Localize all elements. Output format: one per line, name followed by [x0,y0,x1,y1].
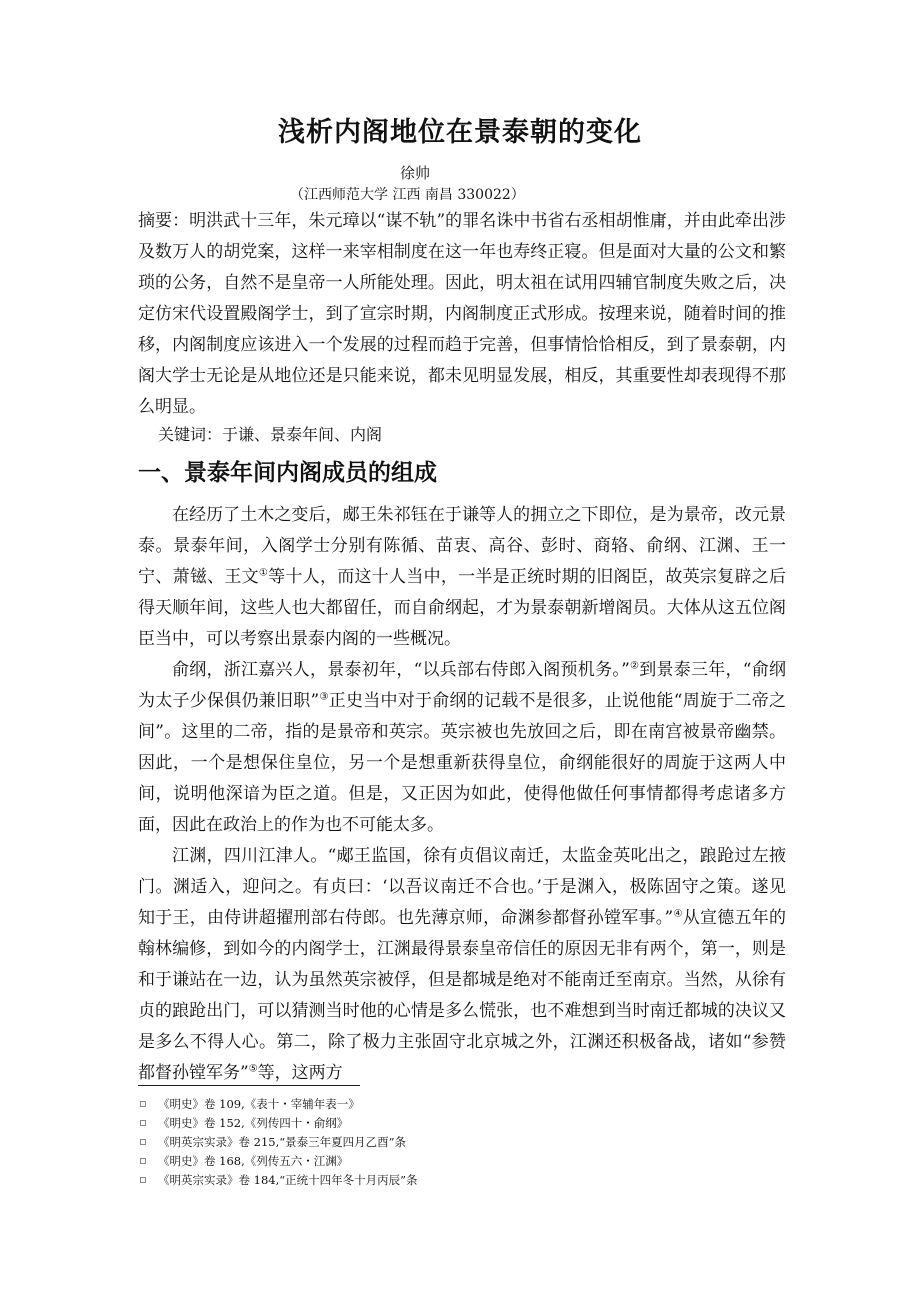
paragraph-text: 从宣德五年的翰林编修，到如今的内阁学士，江渊最得景泰皇帝信任的原因无非有两个，第一，则是和于谦站在一边，认为虽然英宗被俘，但是都城是绝对不能南迁至南京。当然，从徐有贞的踉跄出门，可以猜测当时他的心情是多么慌张，也不难想到当时南迁都城的决议又是多么不得人心。第二，除了极力主张固守北京城之外，江渊还积极备战，诸如“参赞都督孙镗军务” [138,908,786,1083]
paragraph-text: 江渊，四川江津人。“郕王监国，徐有贞倡议南迁，太监金英叱出之，踉跄过左掖门。渊适入，迎问之。有贞曰：‘以吾议南迁不合也。’于是渊入，极陈固守之策。遂见知于王，由侍讲超擢刑部右侍郎。也先薄京师，命渊参都督孙镗军事。” [138,846,786,928]
paragraph-text: 到景泰三年，“俞纲为太子少保俱仍兼旧职” [138,660,786,711]
paragraph-text: 等十人，而这十人当中，一半是正统时期的旧阁臣，故英宗复辟之后得天顺年间，这些人也大都留任，而自俞纲起，才为景泰朝新增阁员。大体从这五位阁臣当中，可以考察出景泰内阁的一些概况。 [138,567,787,649]
footnote-marker-icon [140,1101,146,1107]
keywords: 关键词：于谦、景泰年间、内阁 [158,425,383,444]
footnote [138,1133,838,1152]
footnote [138,1171,838,1190]
footnote-ref[interactable]: ⑤ [248,1063,258,1075]
footnote-ref[interactable]: ③ [319,691,329,703]
footnote-text: 《明史》卷 168,《列传五六・江渊》 [158,1154,349,1168]
main-text [138,500,786,1089]
footnote-text: 《明史》卷 152,《列传四十・俞纲》 [158,1116,349,1130]
author-affiliation: （江西师范大学 江西 南昌 330022） [290,187,525,203]
footnote-divider [138,1085,360,1086]
paragraph-text: 在经历了土木之变后，郕王朱祁钰在于谦等人的拥立之下即位，是为景帝，改元景泰。景泰年间，入阁学士分别有陈循、苗衷、高谷、彭时、商辂、俞纲、江渊、王一宁、萧镃、王文 [138,505,786,587]
footnote-text: 《明英宗实录》卷 184,“正统十四年冬十月丙辰”条 [158,1173,418,1187]
footnote [138,1152,838,1171]
footnote-marker-icon [140,1177,146,1183]
abstract [138,206,786,423]
abstract-text: 摘要：明洪武十三年，朱元璋以“谋不轨”的罪名诛中书省右丞相胡惟庸，并由此牵出涉及数万人的胡党案，这样一来宰相制度在这一年也寿终正寝。但是面对大量的公文和繁琐的公务，自然不是皇帝一人所能处理。因此，明太祖在试用四辅官制度失败之后，决定仿宋代设置殿阁学士，到了宣宗时期，内阁制度正式形成。按理来说，随着时间的推移，内阁制度应该进入一个发展的过程而趋于完善，但事情恰恰相反，到了景泰朝，内阁大学士无论是从地位还是只能来说，都未见明显发展，相反，其重要性却表现得不那么明显。 [138,211,786,417]
footnote-marker-icon [140,1158,146,1164]
paragraph [138,655,786,841]
footnote-ref[interactable]: ④ [673,908,683,920]
document-title: 浅析内阁地位在景泰朝的变化 [278,117,642,148]
footnote [138,1095,838,1114]
footnote-marker-icon [140,1120,146,1126]
footnote-ref[interactable]: ① [258,567,269,579]
footnote [138,1114,838,1133]
section-heading: 一、景泰年间内阁成员的组成 [138,460,437,486]
footnote-marker-icon [140,1139,146,1145]
footnote-text: 《明史》卷 109,《表十・宰辅年表一》 [158,1097,360,1111]
paragraph [138,841,786,1089]
paragraph-text: 正史当中对于俞纲的记载不是很多，止说他能“周旋于二帝之间”。这里的二帝，指的是景帝和英宗。英宗被也先放回之后，即在南宫被景帝幽禁。因此，一个是想保住皇位，另一个是想重新获得皇位，俞纲能很好的周旋于这两人中间，说明他深谙为臣之道。但是，又正因为如此，使得他做任何事情都得考虑诸多方面，因此在政治上的作为也不可能太多。 [138,691,786,835]
author-name: 徐帅 [400,164,431,182]
paragraph-text: 俞纲，浙江嘉兴人，景泰初年，“以兵部右侍郎入阁预机务。” [172,660,630,680]
footnotes [138,1095,838,1190]
paragraph [138,500,786,655]
footnote-text: 《明英宗实录》卷 215,“景泰三年夏四月乙酉”条 [158,1135,407,1149]
footnote-ref[interactable]: ② [629,660,640,672]
paragraph-text: 等，这两方 [257,1063,343,1083]
